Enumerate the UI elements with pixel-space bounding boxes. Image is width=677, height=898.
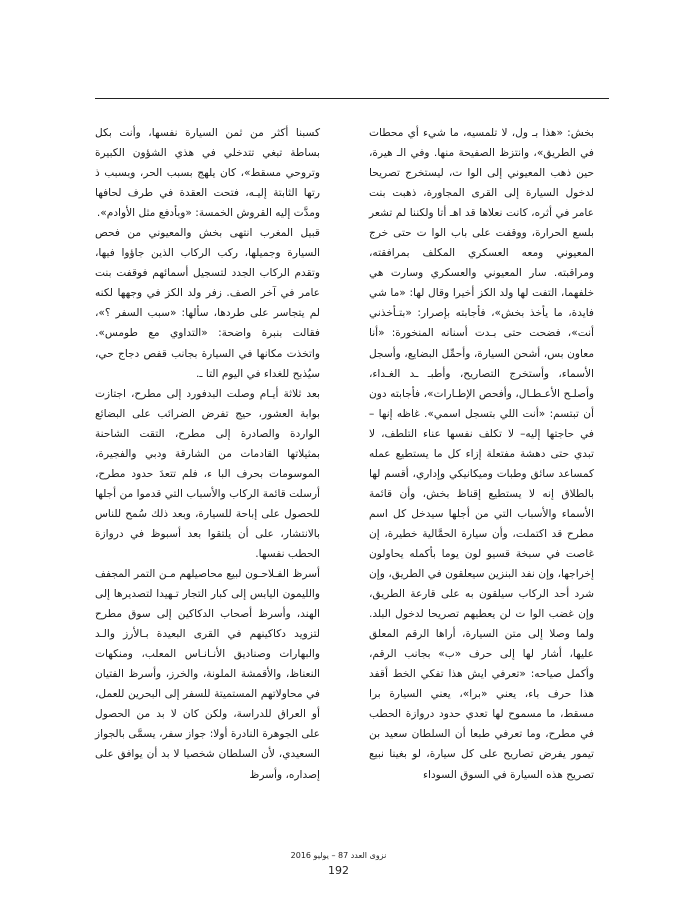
top-rule — [95, 98, 609, 99]
paragraph: بخش: «هذا بـ ول، لا تلمسيه، ما شيء أي محطات في الطريق»، وانتزظ الصفيحة منها. وفي الـ هيرة، حين ذهب المعيوني إلى الوا ت، ليستخرج تصريحا لدخول السيارة إلى القرى المجاورة، ذهبت بنت عامر في أثره، كانت نعلاها قد اهـ أتا ولكننا لم تشعر بلسع الحرارة، ووقفت على باب الوا ت حتى خرج المعيوني ومعه العسكري المكلف بمرافقته، ومراقبته. سار المعيوني والعسكري وسارت هي خلفهما، التفت لها ولد الكز أخيرا وقال لها: «ما شي فايدة، ما يأخذ بخش»، فأجابته بإصرار: «بتـأخذني أنت»، فضحت حتى بـدت أسنانه المنخورة: «أنا معاون بس، أشحن السيارة، وأحمِّل البضايع، وأسجل الأسماء، وأستخرج التصاريح، وأطبـ ـد الغـداء، وأصلـح الأعـطـال، وأفحص الإطـارات»، فأجابته دون أن تبتسم: «أنت اللي بتسجل اسمي». غاظه إنها – في حاجتها إليه– لا تكلف نفسها عناء التلطف، لا تبدي حتى دهشة مفتعلة إزاء كل ما يستطيع عمله كمساعد سائق وطبات وميكانيكي وإداري، أقسم لها بالطلاق إنه لا يستطيع إقناظ بخش، وأن قائمة الأسماء والأسباب التي من أجلها سيدخل كل اسم مطرح قد اكتملت، وأن سيارة الحمَّالية خطيرة، إن غاصت في سبخة قسيو لون يوما بأكمله يحاولون إخراجها، وإن نفد البنزين سيعلقون في الطريق، وإن شرد أحد الركاب سيلقون به على قارعة الطريق، وإن غضب الوا ت لن يعطيهم تصريحا لدخول البلد. ولما وصلا إلى متن السيارة، أراها الرقم المعلق عليها، أشار لها إلى حرف «ب» بجانب الرقم، وأكمل صياحه: «تعرفي ايش هذا تفكي الخط أقفد هذا حرف باء، يعني «برا»، يعني السيارة برا مسقط، ما مسموح لها تعدي حدود دروازة الحطب في مطرح، وما تعرفي طبعا أن السلطان سعيد بن تيمور يفرض تصاريح على كل سيارة، لو بغينا نبيع تصريح هذه السيارة في السوق السوداء — [369, 127, 594, 781]
paragraph: أسرظ الفـلاحـون لبيع محاصيلهم مـن التمر المجفف والليمون اليابس إلى كبار التجار تـهيدا لتصديرها إلى الهند، وأسرظ أصحاب الدكاكين إلى سوق مطرح لتزويد دكاكينهم في القرى البعيدة بـالأرز والـد والبهارات وصناديق الأنـانـاس المعلب، ومنكهات النعناظ، والأقمشة الملونة، والخرز، وأسرظ الفتيان في محاولاتهم المستميتة للسفر إلى البحرين للعمل، أو العراق للدراسة، ولكن كان لا بد من الحصول على الجوهرة النادرة أولا: جواز سفر، يسمَّى بالجواز السعيدي، لأن السلطان شخصيا لا بد أن يوافق على إصداره، وأسرظ — [95, 568, 320, 781]
paragraph: بعد ثلاثة أيـام وصلت البدفورد إلى مطرح، اجتازت بوابة العشور، حيج تفرض الضرائب على البضائع الواردة والصادرة إلى مطرح، التقت الشاحنة بمثيلاتها القادمات من الشارقة ودبي والفجيرة، الموسومات بحرف البا ء، فلم تتعدَ حدود مطرح، أرسلت قائمة الركاب والأسباب التي قدموا من أجلها للحصول على إباحة للسيارة، وبعد ذلك سُمح للناس بالانتشار، على أن يلتقوا بعد أسبوظ في دروازة الحطب نفسها. — [95, 387, 320, 560]
paragraph: كسبنا أكثر من ثمن السيارة نفسها، وأنت بكل بساطة تبغي تتدخلي في هذي الشؤون الكبيرة وتروحي مسقط»، كان يلهج بسبب الحر، وبسبب ذ رتها الثابتة إليـه، فتحت العقدة في طرف لحافها ومدَّت إليه القروش الخمسة: «وبأدفع مثل الأوادم». — [95, 127, 320, 220]
page-footer — [0, 850, 677, 878]
paragraph: قبيل المغرب انتهى بخش والمعيوني من فحص السيارة وجميلها، ركب الركاب الذين جاؤوا فيها، وتقدم الركاب الجدد لتسجيل أسمائهم فوقفت بنت عامر في آخر الصف. زفر ولد الكز في وجهها لكنه لم يتجاسر على طردها، سألها: «سبب السفر ؟»، فقالت بنبرة واضحة: «التداوي مع طومس». واتخذت مكانها في السيارة بجانب قفص دجاج حي، سيُذبح للغداء في اليوم التا ـ. — [95, 227, 320, 380]
article-column-left — [95, 123, 320, 785]
article-column-right — [369, 123, 594, 785]
issue-line: نزوى العدد 87 – يوليو 2016 — [290, 851, 387, 860]
page-number: 192 — [328, 864, 349, 877]
